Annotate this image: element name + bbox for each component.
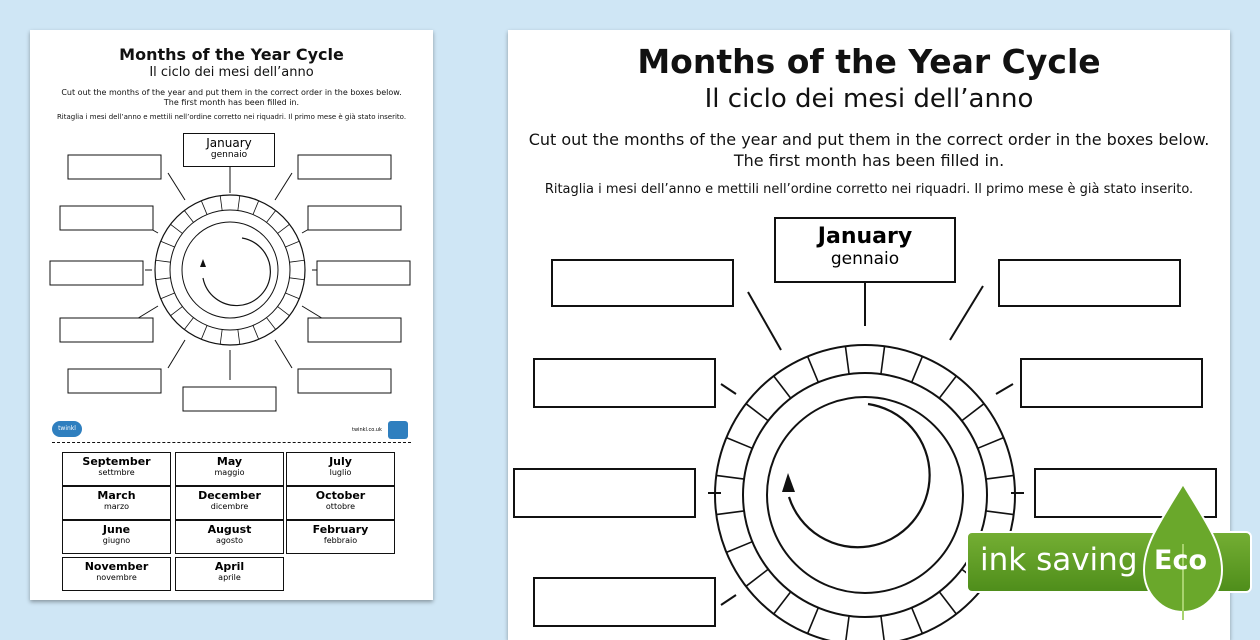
month-card xyxy=(175,557,284,591)
ring-segment-divider xyxy=(156,260,171,262)
month-card xyxy=(286,520,395,554)
ring-segment-divider xyxy=(161,241,175,247)
ring-segment-divider xyxy=(978,438,1004,449)
ring-segment-divider xyxy=(267,318,276,330)
ink-saving-label: ink saving xyxy=(980,542,1138,578)
large-january-en: January xyxy=(817,224,913,249)
month-card xyxy=(62,520,171,554)
ring-segment-divider xyxy=(726,542,752,553)
ring-segment-divider xyxy=(716,475,744,479)
small-subtitle: Il ciclo dei mesi dell’anno xyxy=(149,65,314,80)
month-card-it: settmbre xyxy=(98,468,135,477)
ring-segment-divider xyxy=(746,569,768,586)
small-cycle-arrow xyxy=(203,238,270,306)
large-subtitle: Il ciclo dei mesi dell’anno xyxy=(704,84,1034,114)
ring-segment-divider xyxy=(278,224,290,233)
ring-segment-divider xyxy=(726,438,752,449)
large-january-it: gennaio xyxy=(830,249,900,269)
footer-url: twinkl.co.uk xyxy=(352,427,382,433)
ring-segment-divider xyxy=(238,329,240,344)
ring-segment-divider xyxy=(220,329,222,344)
small-january-en: January xyxy=(206,136,252,150)
month-card-en: September xyxy=(82,455,151,468)
month-card-en: March xyxy=(97,489,136,502)
month-card-en: December xyxy=(198,489,261,502)
ring-segment-divider xyxy=(746,404,768,421)
small-instruction-en-1: Cut out the months of the year and put them in the correct order in the boxes below. xyxy=(61,88,402,97)
ring-segment-divider xyxy=(253,201,259,215)
ring-segment-divider xyxy=(962,404,984,421)
large-instruction-it: Ritaglia i mesi dell’anno e mettili nell’ordine corretto nei riquadri. Il primo mese è già stato inserito. xyxy=(544,182,1194,197)
month-card-it: giugno xyxy=(102,536,131,545)
ring-segment-divider xyxy=(170,307,182,316)
month-card-en: May xyxy=(216,455,243,468)
ring-segment-divider xyxy=(845,616,849,640)
small-cycle-diagram xyxy=(30,30,433,450)
month-card-it: febbraio xyxy=(323,536,358,545)
ring-segment-divider xyxy=(238,196,240,211)
ring-segment-divider xyxy=(285,293,299,299)
ring-segment-divider xyxy=(774,376,791,398)
small-ring-segments xyxy=(156,196,305,345)
ring-segment-divider xyxy=(289,278,304,280)
ring-segment-divider xyxy=(184,318,193,330)
month-card-it: maggio xyxy=(214,468,245,477)
large-ring xyxy=(715,345,1015,640)
month-card-it: marzo xyxy=(103,502,130,511)
ring-segment-divider xyxy=(939,592,956,614)
ring-segment-divider xyxy=(161,293,175,299)
month-card-it: agosto xyxy=(215,536,244,545)
ring-segment-divider xyxy=(912,356,923,382)
ring-segment-divider xyxy=(156,278,171,280)
ring-segment-divider xyxy=(716,511,744,515)
month-card-it: luglio xyxy=(329,468,352,477)
month-card-it: aprile xyxy=(218,573,241,582)
month-card-en: October xyxy=(315,489,366,502)
month-card-it: ottobre xyxy=(325,502,356,511)
small-arrow-head xyxy=(200,259,206,267)
ring-segment-divider xyxy=(285,241,299,247)
ring-segment-divider xyxy=(986,511,1014,515)
month-card-en: August xyxy=(207,523,252,536)
small-ring xyxy=(155,195,305,345)
month-card-it: dicembre xyxy=(210,502,249,511)
ring-segment-divider xyxy=(939,376,956,398)
small-january-box xyxy=(183,133,275,167)
month-card xyxy=(175,452,284,486)
cut-line xyxy=(52,442,411,443)
month-card-it: novembre xyxy=(96,573,137,582)
large-instruction-en-2: The first month has been filled in. xyxy=(733,151,1005,170)
ring-segment-divider xyxy=(774,592,791,614)
month-card-en: April xyxy=(214,560,245,573)
ring-segment-divider xyxy=(201,201,207,215)
small-title: Months of the Year Cycle xyxy=(119,45,344,64)
eco-label: Eco xyxy=(1154,545,1207,576)
month-card-en: July xyxy=(329,455,352,468)
ring-segment-divider xyxy=(184,210,193,222)
ring-segment-divider xyxy=(986,475,1014,479)
large-title: Months of the Year Cycle xyxy=(637,42,1101,81)
large-arrow-head xyxy=(782,473,795,492)
worksheet-preview-small xyxy=(30,30,433,600)
month-card-en: November xyxy=(84,560,149,573)
month-card xyxy=(62,557,171,591)
ring-segment-divider xyxy=(289,260,304,262)
large-cycle-arrow xyxy=(789,404,930,547)
small-january-it: gennaio xyxy=(210,150,248,160)
month-card-en: June xyxy=(102,523,131,536)
month-card xyxy=(286,486,395,520)
ring-segment-divider xyxy=(881,616,885,640)
month-card xyxy=(175,520,284,554)
small-instruction-en-2: The first month has been filled in. xyxy=(163,98,300,107)
ring-segment-divider xyxy=(881,346,885,374)
ring-segment-divider xyxy=(808,356,819,382)
large-ring-segments xyxy=(716,346,1013,640)
large-instruction-en-1: Cut out the months of the year and put them in the correct order in the boxes below. xyxy=(528,130,1210,149)
month-card xyxy=(286,452,395,486)
small-instruction-it: Ritaglia i mesi dell’anno e mettili nell’ordine corretto nei riquadri. Il primo mese è già stato inserito. xyxy=(56,113,407,121)
twinkl-badge-icon xyxy=(388,421,408,439)
month-card-en: February xyxy=(312,523,369,536)
ring-segment-divider xyxy=(278,307,290,316)
twinkl-logo: twinkl xyxy=(52,421,82,437)
large-january-box xyxy=(774,217,956,283)
ring-segment-divider xyxy=(170,224,182,233)
ring-segment-divider xyxy=(845,346,849,374)
ring-segment-divider xyxy=(253,325,259,339)
ring-segment-divider xyxy=(267,210,276,222)
month-card xyxy=(62,486,171,520)
month-card xyxy=(175,486,284,520)
month-card xyxy=(62,452,171,486)
small-rays xyxy=(135,167,325,380)
ring-segment-divider xyxy=(220,196,222,211)
ring-segment-divider xyxy=(201,325,207,339)
